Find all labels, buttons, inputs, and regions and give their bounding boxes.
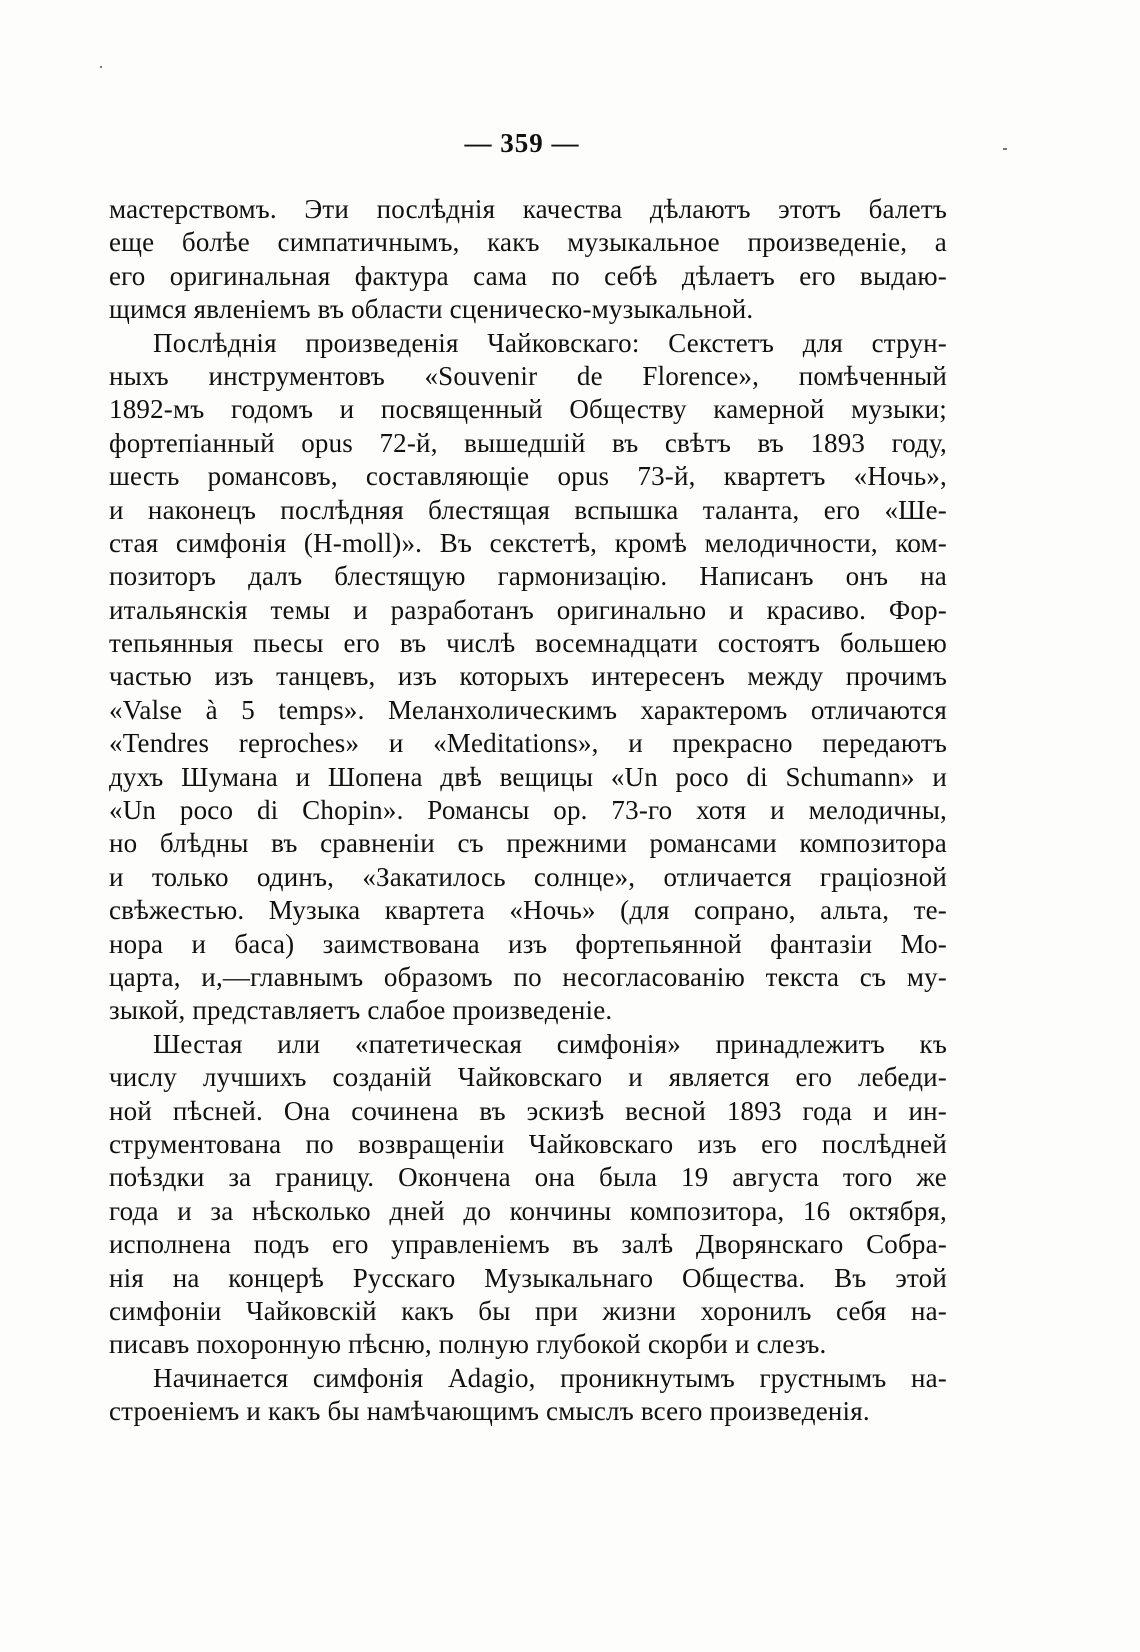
body-text [109,193,947,1428]
text-line: симфоніи Чайковскій какъ бы при жизни хоронилъ себя на- [109,1295,947,1326]
text-line: писавъ похоронную пѣсню, полную глубокой скорби и слезъ. [109,1329,827,1360]
text-line: частью изъ танцевъ, изъ которыхъ интересенъ между прочимъ [109,661,947,692]
text-line: тепьянныя пьесы его въ числѣ восемнадцати состоятъ большею [109,628,947,659]
text-line: Шестая или «патетическая симфонія» принадлежитъ къ [153,1028,947,1059]
text-line: числу лучшихъ созданій Чайковскаго и является его лебеди- [109,1062,947,1093]
text-line: «Tendres reproches» и «Meditations», и прекрасно передаютъ [109,728,947,759]
text-line: зыкой, представляетъ слабое произведеніе. [109,995,613,1026]
text-line: и только одинъ, «Закатилось солнце», отличается граціозной [109,861,947,892]
text-line: 1892-мъ годомъ и посвященный Обществу камерной музыки; [109,394,947,425]
text-line: Послѣднія произведенія Чайковскаго: Секстетъ для струн- [153,327,947,358]
text-line: струментована по возвращеніи Чайковскаго изъ его послѣдней [109,1128,947,1159]
text-line: еще болѣе симпатичнымъ, какъ музыкальное произведеніе, а [109,227,947,258]
text-line: мастерствомъ. Эти послѣднія качества дѣлаютъ этотъ балетъ [109,194,947,224]
text-line: ныхъ инструментовъ «Souvenir de Florence», помѣченный [109,360,947,391]
text-line: исполнена подъ его управленіемъ въ залѣ Дворянскаго Собра- [109,1229,947,1260]
text-line: «Un poco di Chopin». Романсы ор. 73-го хотя и мелодичны, [109,795,947,826]
text-line: свѣжестью. Музыка квартета «Ночь» (для сопрано, альта, те- [109,895,947,926]
scan-speck [100,66,102,68]
text-line: «Valse à 5 temps». Меланхолическимъ характеромъ отличаются [109,694,947,725]
text-line: царта, и,—главнымъ образомъ по несогласованію текста съ му- [109,961,947,992]
text-line: года и за нѣсколько дней до кончины композитора, 16 октября, [109,1195,947,1226]
text-line: его оригинальная фактура сама по себѣ дѣлаетъ его выдаю- [109,260,947,291]
text-line: строеніемъ и какъ бы намѣчающимъ смыслъ всего произведенія. [109,1396,870,1427]
text-line: нія на концерѣ Русскаго Музыкальнаго Общества. Въ этой [109,1262,947,1293]
text-line: духъ Шумана и Шопена двѣ вещицы «Un poco di Schumann» и [109,761,947,792]
text-line: поѣздки за границу. Окончена она была 19 августа того же [109,1162,947,1193]
text-line: шесть романсовъ, составляющіе opus 73-й, квартетъ «Ночь», [109,461,947,492]
text-line: итальянскія темы и разработанъ оригинально и красиво. Фор- [109,594,947,625]
text-line: Начинается симфонія Adagio, проникнутымъ грустнымъ на- [153,1362,947,1393]
page-number: — 359 — [464,128,580,158]
text-line: позиторъ далъ блестящую гармонизацію. Написанъ онъ на [109,561,947,592]
text-line: но блѣдны въ сравненіи съ прежними романсами композитора [109,828,947,859]
text-line: щимся явленіемъ въ области сценическо-музыкальной. [109,294,754,325]
text-line: и наконецъ послѣдняя блестящая вспышка таланта, его «Ше- [109,494,947,525]
text-line: стая симфонія (H-moll)». Въ секстетѣ, кромѣ мелодичности, ком- [109,527,947,558]
text-line: нора и баса) заимствована изъ фортепьянной фантазіи Мо- [109,928,947,959]
text-line: ной пѣсней. Она сочинена въ эскизѣ весной 1893 года и ин- [109,1095,947,1126]
text-line: фортепіанный opus 72-й, вышедшій въ свѣтъ въ 1893 году, [109,427,947,458]
